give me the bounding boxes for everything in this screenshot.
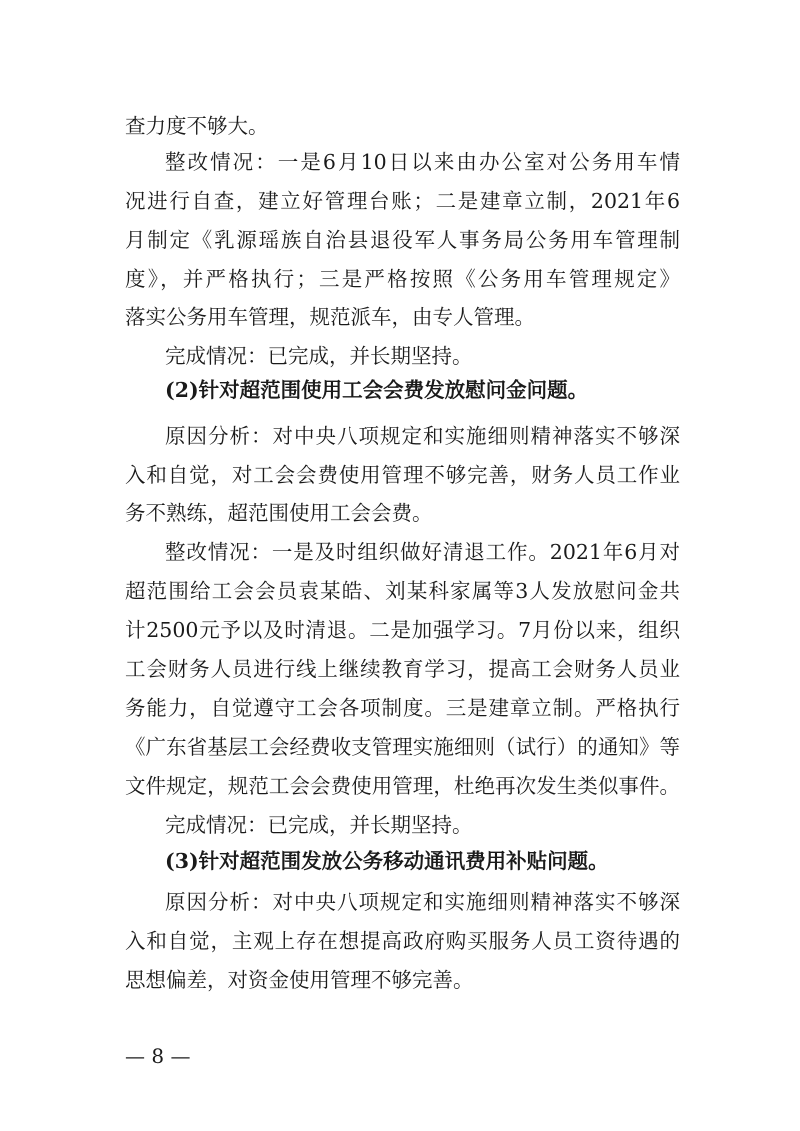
paragraph-line: 务能力，自觉遵守工会各项制度。三是建章立制。严格执行 bbox=[125, 696, 680, 720]
paragraph-line: 务不熟练，超范围使用工会会费。 bbox=[125, 501, 433, 525]
paragraph-line: 入和自觉，对工会会费使用管理不够完善，财务人员工作业 bbox=[125, 463, 680, 487]
section-heading: (2)针对超范围使用工会会费发放慰问金问题。 bbox=[165, 378, 589, 402]
paragraph-line: 文件规定，规范工会会费使用管理，杜绝再次发生类似事件。 bbox=[125, 774, 680, 798]
paragraph-line: 月制定《乳源瑶族自治县退役军人事务局公务用车管理制 bbox=[125, 228, 680, 252]
paragraph-line: 原因分析：对中央八项规定和实施细则精神落实不够深 bbox=[165, 890, 680, 914]
paragraph-line: 完成情况：已完成，并长期坚持。 bbox=[165, 813, 473, 837]
paragraph-line: 原因分析：对中央八项规定和实施细则精神落实不够深 bbox=[165, 424, 680, 448]
page-number: — 8 — bbox=[125, 1044, 191, 1068]
paragraph-line: 工会财务人员进行线上继续教育学习，提高工会财务人员业 bbox=[125, 657, 680, 681]
paragraph-line: 况进行自查，建立好管理台账；二是建章立制，2021年6 bbox=[125, 189, 680, 213]
paragraph-line: 计2500元予以及时清退。二是加强学习。7月份以来，组织 bbox=[125, 618, 680, 642]
paragraph-line: 度》，并严格执行；三是严格按照《公务用车管理规定》 bbox=[125, 267, 680, 291]
paragraph-line: 超范围给工会会员袁某皓、刘某科家属等3人发放慰问金共 bbox=[125, 579, 680, 603]
paragraph-line: 整改情况：一是及时组织做好清退工作。2021年6月对 bbox=[165, 540, 680, 564]
paragraph-line: 落实公务用车管理，规范派车，由专人管理。 bbox=[125, 305, 535, 329]
paragraph-line: 《广东省基层工会经费收支管理实施细则（试行）的通知》等 bbox=[125, 735, 680, 759]
paragraph-line: 整改情况：一是6月10日以来由办公室对公务用车情 bbox=[165, 150, 680, 174]
paragraph-line: 完成情况：已完成，并长期坚持。 bbox=[165, 344, 473, 368]
paragraph-line: 思想偏差，对资金使用管理不够完善。 bbox=[125, 968, 474, 992]
paragraph-line: 入和自觉，主观上存在想提高政府购买服务人员工资待遇的 bbox=[125, 929, 680, 953]
paragraph-line: 查力度不够大。 bbox=[125, 114, 269, 138]
section-heading: (3)针对超范围发放公务移动通讯费用补贴问题。 bbox=[165, 849, 609, 873]
